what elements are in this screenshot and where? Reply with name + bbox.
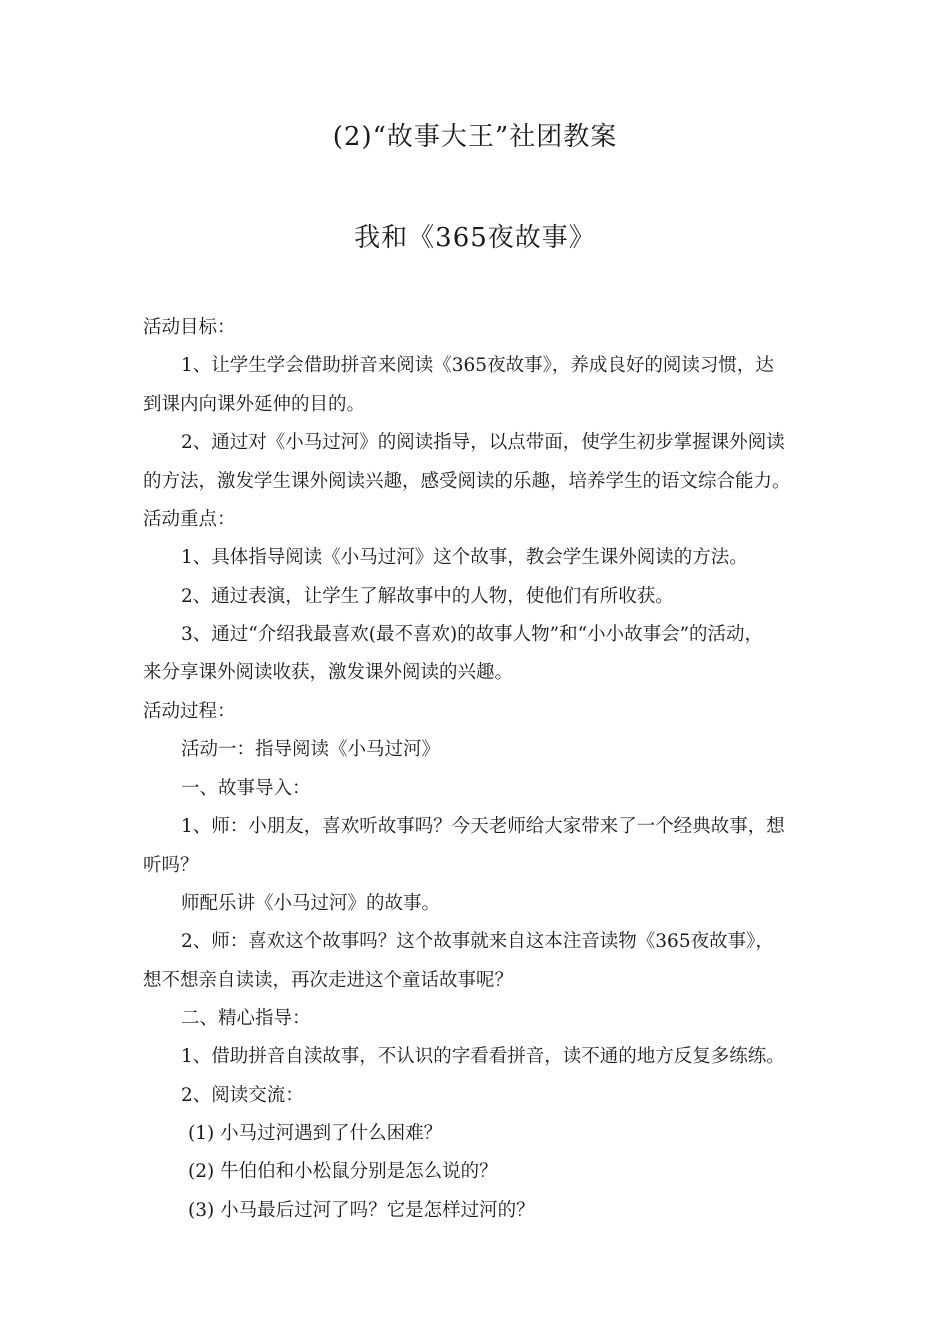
list-item: (1) 小马过河遇到了什么困难？ xyxy=(188,1123,443,1144)
paragraph-line: 2、师：喜欢这个故事吗？这个故事就来自这本注音读物《365夜故事》， xyxy=(181,931,774,952)
paragraph-line: 2、阅读交流： xyxy=(181,1085,304,1106)
paragraph-line: 1、师：小朋友，喜欢听故事吗？今天老师给大家带来了一个经典故事，想 xyxy=(181,816,785,837)
paragraph-line: 的方法，激发学生课外阅读兴趣，感受阅读的乐趣，培养学生的语文综合能力。 xyxy=(143,471,791,492)
section-heading-process: 活动过程： xyxy=(143,701,236,722)
paragraph-line: 想不想亲自读读，再次走进这个童话故事呢？ xyxy=(143,970,514,991)
paragraph-line: 一、故事导入： xyxy=(181,778,311,799)
document-title: (2)“故事大王”社团教案 xyxy=(332,122,618,152)
document-subtitle: 我和《365夜故事》 xyxy=(354,223,596,253)
section-heading-focus: 活动重点： xyxy=(143,509,236,530)
section-heading-goals: 活动目标： xyxy=(143,317,236,338)
paragraph-line: 2、通过表演，让学生了解故事中的人物，使他们有所收获。 xyxy=(181,586,674,607)
paragraph-line: 1、借助拼音自渎故事，不认识的字看看拼音，读不通的地方反复多练练。 xyxy=(181,1046,785,1067)
paragraph-line: 1、具体指导阅读《小马过河》这个故事，教会学生课外阅读的方法。 xyxy=(181,547,748,568)
paragraph-line: 2、通过对《小马过河》的阅读指导，以点带面，使学生初步掌握课外阅读 xyxy=(181,432,785,453)
paragraph-line: 1、让学生学会借助拼音来阅读《365夜故事》，养成良好的阅读习惯，达 xyxy=(181,355,774,376)
paragraph-line: 师配乐讲《小马过河》的故事。 xyxy=(181,893,441,914)
list-item: (3) 小马最后过河了吗？它是怎样过河的？ xyxy=(188,1200,535,1221)
paragraph-line: 听吗？ xyxy=(143,855,199,876)
list-item: (2) 牛伯伯和小松鼠分别是怎么说的？ xyxy=(188,1161,498,1182)
paragraph-line: 来分享课外阅读收获，激发课外阅读的兴趣。 xyxy=(143,662,514,683)
paragraph-line: 到课内向课外延伸的目的。 xyxy=(143,394,366,415)
paragraph-line: 3、通过“介绍我最喜欢(最不喜欢)的故事人物”和“小小故事会”的活动， xyxy=(181,624,764,645)
paragraph-line: 活动一：指导阅读《小马过河》 xyxy=(181,739,441,760)
paragraph-line: 二、精心指导： xyxy=(181,1008,311,1029)
